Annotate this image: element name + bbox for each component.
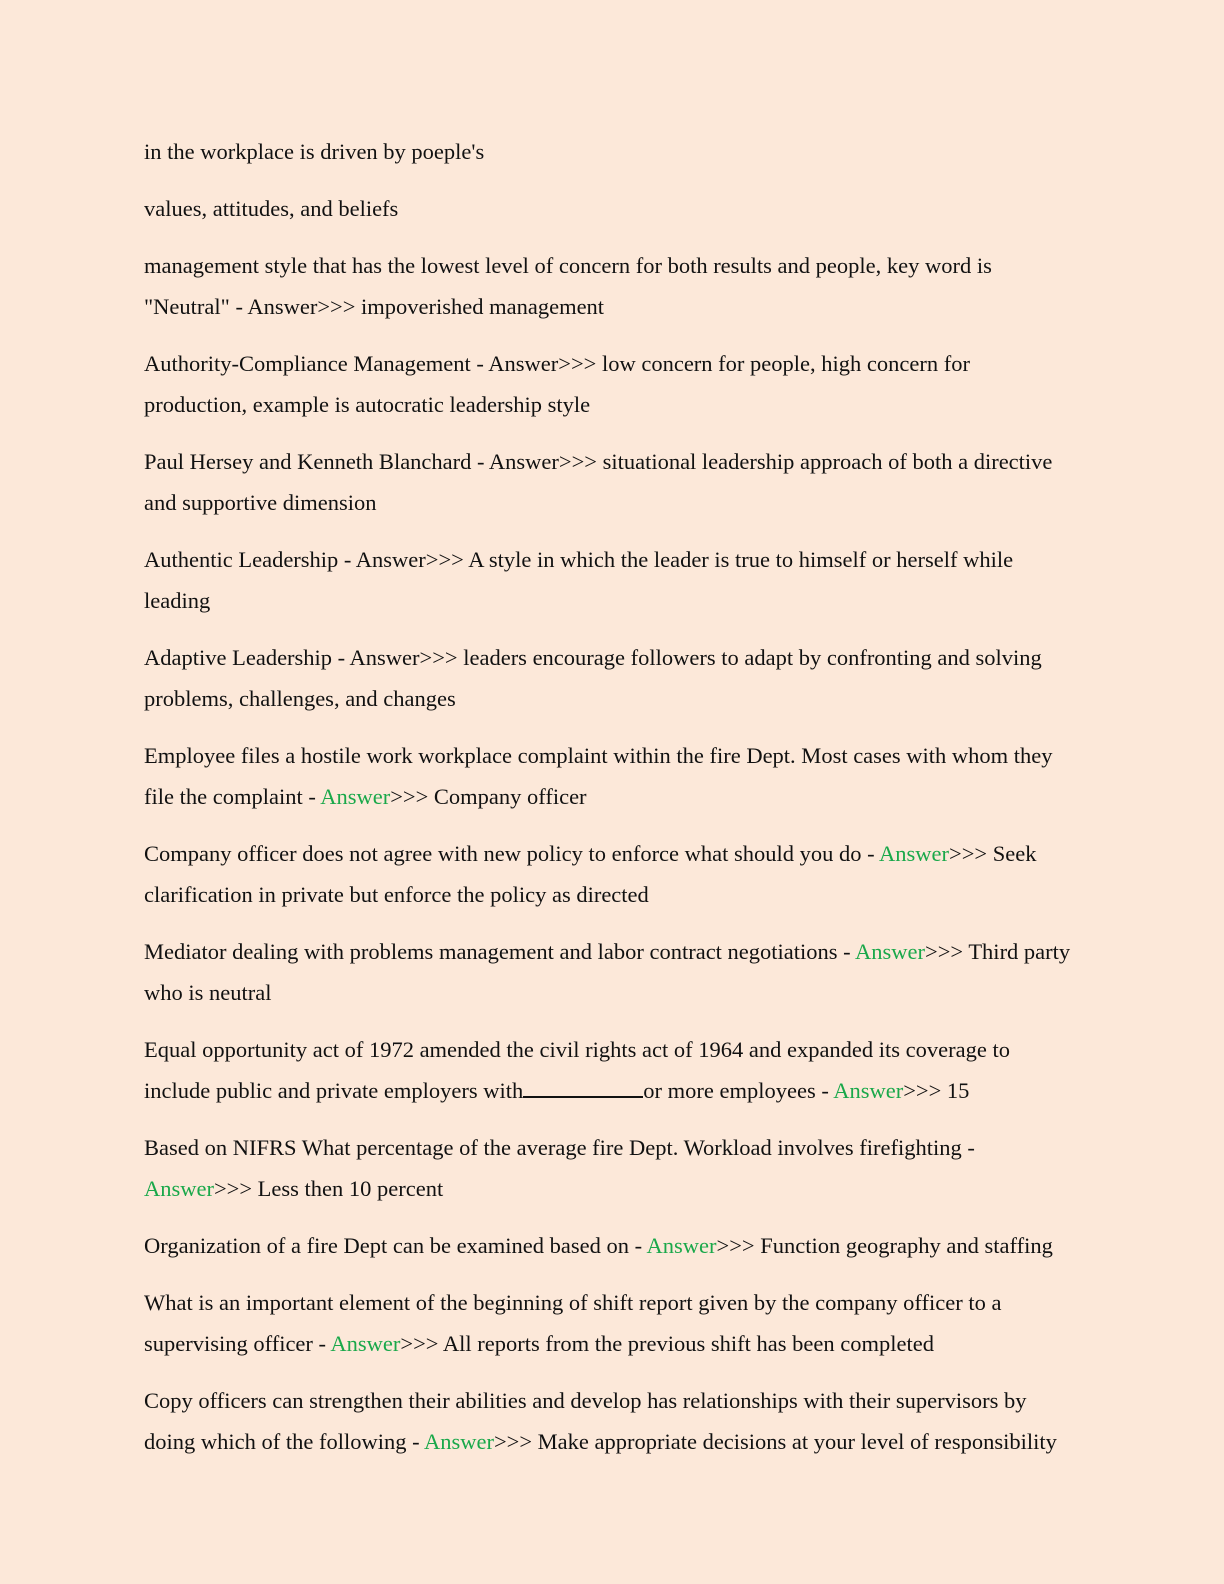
answer-text: >>> 15 [903, 1078, 970, 1103]
paragraph-2 [144, 188, 1074, 229]
answer-text: >>> All reports from the previous shift has been completed [400, 1331, 934, 1356]
paragraph-7 [144, 637, 1074, 719]
answer-text: >>> Less then 10 percent [213, 1176, 444, 1201]
answer-text: >>> Function geography and staffing [716, 1233, 1053, 1258]
paragraph-text: Mediator dealing with problems management and labor contract negotiations - [144, 939, 856, 964]
paragraph-text: Copy officers can strengthen their abilities and develop has relationships with their supervisors by doing which of the following - [144, 1388, 1027, 1454]
paragraph-text: Paul Hersey and Kenneth Blanchard - Answer>>> situational leadership approach of both a directive and supportive dimension [144, 449, 1053, 515]
answer-text: >>> Seek clarification in private but enforce the policy as directed [144, 841, 1037, 907]
paragraph-text: values, attitudes, and beliefs [144, 196, 399, 221]
paragraph-14 [144, 1282, 1074, 1364]
paragraph-15 [144, 1380, 1074, 1462]
paragraph-1 [144, 131, 1074, 172]
paragraph-text: What is an important element of the beginning of shift report given by the company officer to a supervising officer - [144, 1290, 1002, 1356]
paragraph-4 [144, 343, 1074, 425]
paragraph-text: Adaptive Leadership - Answer>>> leaders encourage followers to adapt by confronting and solving problems, challenges, and changes [144, 645, 1042, 711]
paragraph-9 [144, 833, 1074, 915]
paragraph-text: Organization of a fire Dept can be examined based on - [144, 1233, 647, 1258]
paragraph-10 [144, 931, 1074, 1013]
answer-text: >>> Company officer [390, 784, 587, 809]
answer-highlight: Answer [330, 1331, 401, 1356]
paragraph-text: management style that has the lowest level of concern for both results and people, key word is "Neutral" - Answer>>> impoverished management [144, 253, 992, 319]
fill-in-blank-line [523, 1076, 643, 1098]
paragraph-text: Employee files a hostile work workplace complaint within the fire Dept. Most cases with whom they file the complaint - [144, 743, 1053, 809]
paragraph-6 [144, 539, 1074, 621]
paragraph-text: Company officer does not agree with new policy to enforce what should you do - [144, 841, 880, 866]
answer-text: >>> Make appropriate decisions at your level of responsibility [493, 1429, 1057, 1454]
answer-highlight: Answer [855, 939, 926, 964]
answer-highlight: Answer [320, 784, 391, 809]
paragraph-text: Equal opportunity act of 1972 amended the civil rights act of 1964 and expanded its coverage to include public and private employers with [144, 1037, 1010, 1103]
answer-highlight: Answer [879, 841, 950, 866]
paragraph-11 [144, 1029, 1074, 1111]
paragraph-text: Authentic Leadership - Answer>>> A style in which the leader is true to himself or herself while leading [144, 547, 1014, 613]
answer-highlight: Answer [833, 1078, 904, 1103]
answer-highlight: Answer [144, 1176, 214, 1201]
paragraph-12 [144, 1127, 1074, 1209]
paragraph-13 [144, 1225, 1074, 1266]
paragraph-text: Based on NIFRS What percentage of the average fire Dept. Workload involves firefighting - [144, 1135, 975, 1160]
answer-highlight: Answer [423, 1429, 494, 1454]
answer-text: >>> Third party who is neutral [144, 939, 1071, 1005]
paragraph-text: in the workplace is driven by poeple's [144, 139, 485, 164]
paragraph-5 [144, 441, 1074, 523]
answer-highlight: Answer [646, 1233, 717, 1258]
paragraph-3 [144, 245, 1074, 327]
paragraph-8 [144, 735, 1074, 817]
paragraph-text: Authority-Compliance Management - Answer>>> low concern for people, high concern for production, example is autocratic leadership style [144, 351, 970, 417]
paragraph-text-continued: or more employees - [643, 1078, 834, 1103]
